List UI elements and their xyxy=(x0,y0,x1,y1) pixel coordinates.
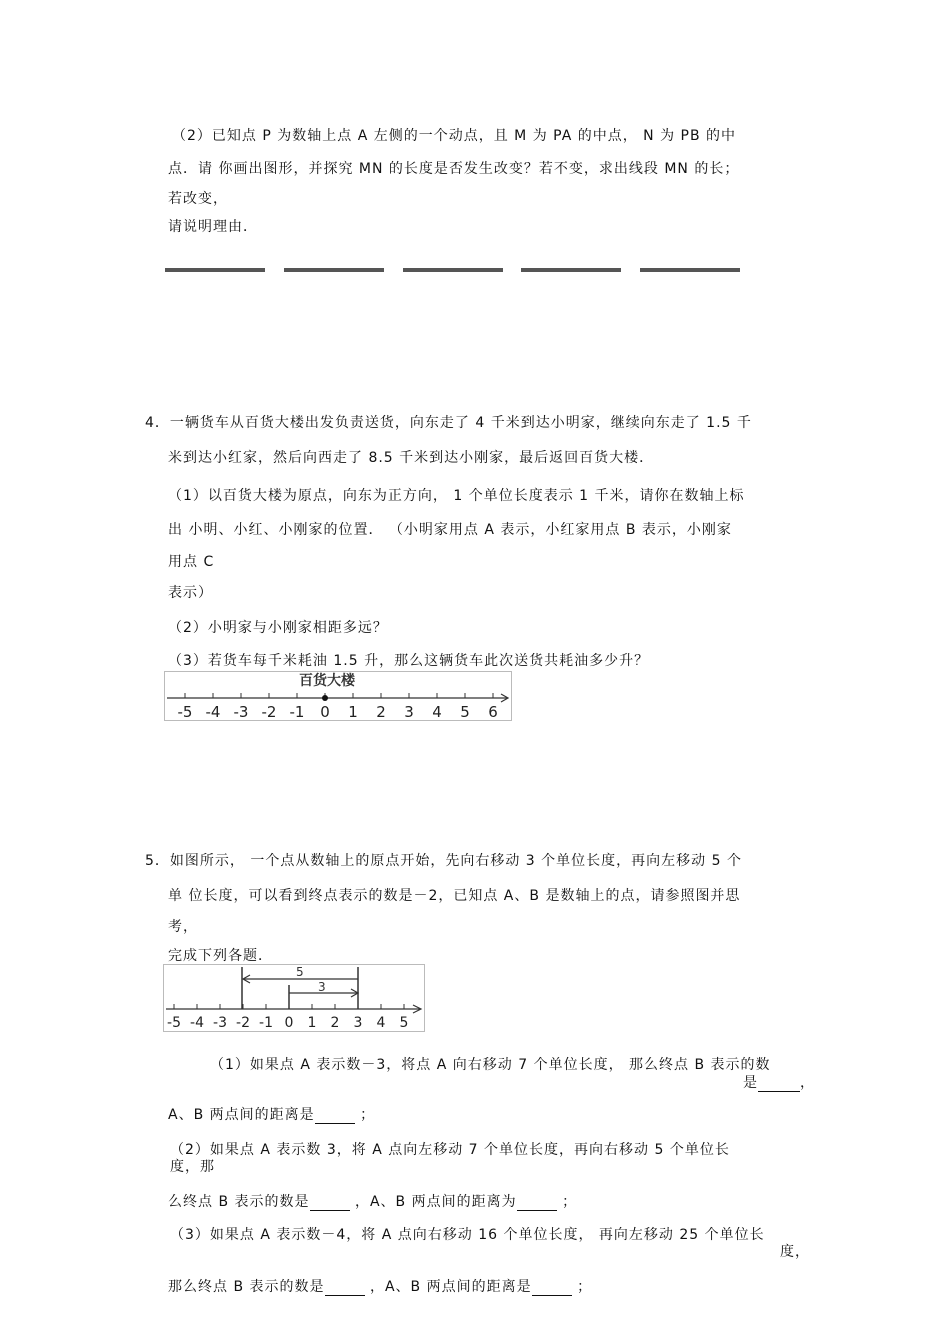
q4-ticks xyxy=(178,693,498,720)
q5-part2-line3a: 么终点 B 表示的数是 xyxy=(168,1194,310,1210)
q4-part1-line4: 表示） xyxy=(168,585,213,601)
answer-dash-5 xyxy=(640,268,740,272)
q3-part2-line3: 若改变， xyxy=(168,191,228,207)
q5-label-3: 3 xyxy=(318,980,326,994)
q4-tick-label: 3 xyxy=(404,703,414,720)
q5-tick-label: -4 xyxy=(190,1015,204,1031)
q5-tick-label: 4 xyxy=(376,1015,386,1031)
q5-part1-line3-end: ； xyxy=(360,1107,376,1123)
q4-number-line xyxy=(165,672,511,720)
q4-tick-label: 4 xyxy=(432,703,442,720)
q4-tick-label: 5 xyxy=(460,703,470,720)
q4-tick-label: 1 xyxy=(348,703,358,720)
q4-part3: （3）若货车每千米耗油 1.5 升，那么这辆货车此次送货共耗油多少升？ xyxy=(168,653,650,669)
q5-part3-line3b: ，A、B 两点间的距离是 xyxy=(369,1279,532,1295)
q5-tick-label: -2 xyxy=(236,1015,250,1031)
q5-tick-label: 0 xyxy=(284,1015,294,1031)
q3-part2-line1: （2）已知点 P 为数轴上点 A 左侧的一个动点，且 M 为 PA 的中点， N 为 PB 的中 xyxy=(172,128,737,144)
q3-part2-line4: 请说明理由． xyxy=(168,219,258,235)
q5-part1-line2-end: ， xyxy=(800,1075,815,1091)
answer-dash-4 xyxy=(521,268,621,272)
q5-ticks xyxy=(167,1004,408,1031)
q4-tick-label: -2 xyxy=(261,703,277,720)
q4-tick-label: -1 xyxy=(289,703,305,720)
q5-tick-label: -1 xyxy=(259,1015,273,1031)
q5-tick-label: -3 xyxy=(213,1015,227,1031)
q5-number-line xyxy=(164,965,424,1031)
q4-tick-label: 6 xyxy=(488,703,498,720)
q5-part1-blank-b[interactable] xyxy=(758,1073,800,1092)
q5-tick-label: 3 xyxy=(353,1015,363,1031)
q4-tick-label: 0 xyxy=(320,703,330,720)
q5-tick-label: 2 xyxy=(330,1015,340,1031)
q5-part2-line3b: ，A、B 两点间的距离为 xyxy=(354,1194,517,1210)
answer-dash-1 xyxy=(165,268,265,272)
q5-part1-line1: （1）如果点 A 表示数－3，将点 A 向右移动 7 个单位长度， 那么终点 B 表示的数 xyxy=(210,1057,771,1073)
answer-dash-3 xyxy=(403,268,503,272)
q4-part1-line2: 出 小明、小红、小刚家的位置． （小明家用点 A 表示，小红家用点 B 表示，小刚家 xyxy=(168,522,732,538)
q5-part1-blank-distance[interactable] xyxy=(315,1105,355,1124)
q4-tick-label: -5 xyxy=(177,703,193,720)
q5-part1-line2-text: 是 xyxy=(743,1075,758,1091)
q5-part1-line3-text: A、B 两点间的距离是 xyxy=(168,1107,315,1123)
q4-origin-dot xyxy=(322,695,328,701)
q5-tick-label: -5 xyxy=(167,1015,181,1031)
q4-number-line-figure xyxy=(164,671,512,721)
q4-part2: （2）小明家与小刚家相距多远？ xyxy=(168,620,388,636)
q5-part3-blank-b[interactable] xyxy=(325,1277,365,1296)
q5-line2: 单 位长度，可以看到终点表示的数是－2，已知点 A、B 是数轴上的点，请参照图并思 xyxy=(168,888,741,904)
q5-part3-line3c: ； xyxy=(577,1279,593,1295)
q4-line1: 4．一辆货车从百货大楼出发负责送货，向东走了 4 千米到达小明家，继续向东走了 1.5 千 xyxy=(145,415,752,431)
q5-part3-line3a: 那么终点 B 表示的数是 xyxy=(168,1279,325,1295)
q5-part3-line2: 度， xyxy=(780,1244,810,1260)
q4-tick-label: 2 xyxy=(376,703,386,720)
q5-part2-line2: 度，那 xyxy=(170,1159,215,1175)
q5-tick-label: 5 xyxy=(399,1015,409,1031)
q4-tick-label: -3 xyxy=(233,703,249,720)
q3-part2-line2: 点．请 你画出图形，并探究 MN 的长度是否发生改变？若不变，求出线段 MN 的长； xyxy=(168,161,740,177)
q5-number-line-figure xyxy=(163,964,425,1032)
q4-part1-line3: 用点 C xyxy=(168,554,215,570)
q5-line1: 5．如图所示， 一个点从数轴上的原点开始，先向右移动 3 个单位长度，再向左移动 5 个 xyxy=(145,853,742,869)
q5-part2-line1: （2）如果点 A 表示数 3，将 A 点向左移动 7 个单位长度，再向右移动 5 个单位长 xyxy=(170,1142,730,1158)
q5-line4: 完成下列各题． xyxy=(168,948,273,964)
answer-dash-2 xyxy=(284,268,384,272)
q5-tick-label: 1 xyxy=(307,1015,317,1031)
q4-part1-line1: （1）以百货大楼为原点，向东为正方向， 1 个单位长度表示 1 千米，请你在数轴上标 xyxy=(168,488,745,504)
q5-part3-blank-distance[interactable] xyxy=(532,1277,572,1296)
q5-part1-line3 xyxy=(168,1105,375,1124)
q4-axis-origin-label: 百货大楼 xyxy=(299,673,355,689)
q5-part3-line1: （3）如果点 A 表示数－4，将 A 点向右移动 16 个单位长度， 再向左移动 25 个单位长 xyxy=(170,1227,765,1243)
q5-part2-line3c: ； xyxy=(562,1194,578,1210)
q5-part1-line2 xyxy=(743,1073,815,1092)
q5-part2-blank-distance[interactable] xyxy=(517,1192,557,1211)
q4-tick-label: -4 xyxy=(205,703,221,720)
q5-part2-line3 xyxy=(168,1192,577,1211)
q5-label-5: 5 xyxy=(296,965,304,979)
q5-part3-line3 xyxy=(168,1277,592,1296)
q5-line3: 考， xyxy=(168,919,198,935)
q4-line2: 米到达小红家，然后向西走了 8.5 千米到达小刚家，最后返回百货大楼． xyxy=(168,450,655,466)
q5-part2-blank-b[interactable] xyxy=(310,1192,350,1211)
